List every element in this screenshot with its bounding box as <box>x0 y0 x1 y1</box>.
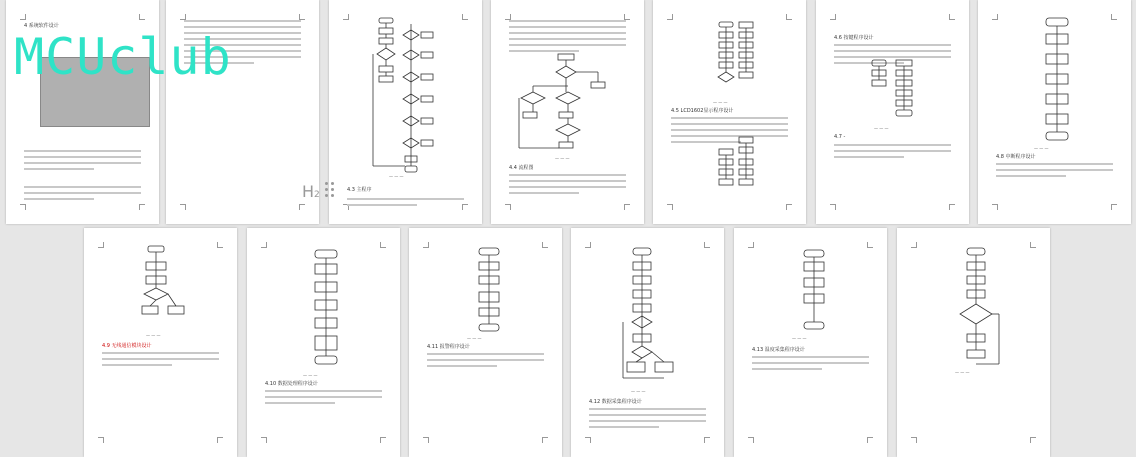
figure-caption: — — — <box>874 126 889 131</box>
document-page-7 <box>978 0 1131 224</box>
document-page-6 <box>816 0 969 224</box>
flowchart-lcd <box>713 20 763 100</box>
document-page-11 <box>571 228 724 457</box>
page-heading: 4.13 温度采集程序设计 <box>752 347 805 353</box>
flowchart-temp <box>802 248 826 332</box>
figure-caption: — — — <box>389 174 404 179</box>
figure-caption: — — — <box>792 336 807 341</box>
page-heading: 4.6 按键程序设计 <box>834 35 874 41</box>
document-page-12 <box>734 228 887 457</box>
drag-handle-icon[interactable] <box>325 182 337 198</box>
flowchart-keys <box>866 58 926 120</box>
figure-caption: — — — <box>955 370 970 375</box>
document-page-9 <box>247 228 400 457</box>
flowchart-loop <box>953 246 1003 370</box>
flowchart-interrupt <box>1042 16 1072 144</box>
figure-caption: — — — <box>467 336 482 341</box>
document-page-3 <box>329 0 482 224</box>
page-heading-2: 4.7 - <box>834 134 846 140</box>
heading-style-icon[interactable]: H2 <box>302 182 320 201</box>
page-heading: 4.11 报警程序设计 <box>427 344 470 350</box>
figure-caption: — — — <box>303 373 318 378</box>
watermark-logo: MCUclub <box>14 28 232 86</box>
page-heading: 4.8 中断程序设计 <box>996 154 1036 160</box>
page-heading: 4.9 无线通信模块设计 <box>102 343 152 349</box>
document-page-4 <box>491 0 644 224</box>
page-heading: 4.3 主程序 <box>347 187 372 193</box>
page-heading: 4.10 数据处理程序设计 <box>265 381 318 387</box>
flowchart-lcd-detail <box>713 135 763 205</box>
flowchart-wireless <box>134 244 194 324</box>
page-heading: 4 系统软件设计 <box>24 23 59 29</box>
page-heading: 4.5 LCD1602显示程序设计 <box>671 108 734 114</box>
page-heading: 4.4 流程图 <box>509 165 534 171</box>
document-page-8 <box>84 228 237 457</box>
figure-caption: — — — <box>1034 146 1049 151</box>
flowchart-collect <box>621 246 681 384</box>
page-heading: 4.12 数据采集程序设计 <box>589 399 642 405</box>
flowchart-decision <box>513 52 623 152</box>
flowchart-data <box>311 248 341 368</box>
flowchart-main <box>369 16 449 176</box>
figure-caption: — — — <box>555 156 570 161</box>
figure-caption: — — — <box>631 389 646 394</box>
figure-caption: — — — <box>713 100 728 105</box>
document-page-13 <box>897 228 1050 457</box>
figure-caption: — — — <box>146 333 161 338</box>
flowchart-alarm <box>477 246 501 334</box>
document-page-10 <box>409 228 562 457</box>
document-page-5 <box>653 0 806 224</box>
